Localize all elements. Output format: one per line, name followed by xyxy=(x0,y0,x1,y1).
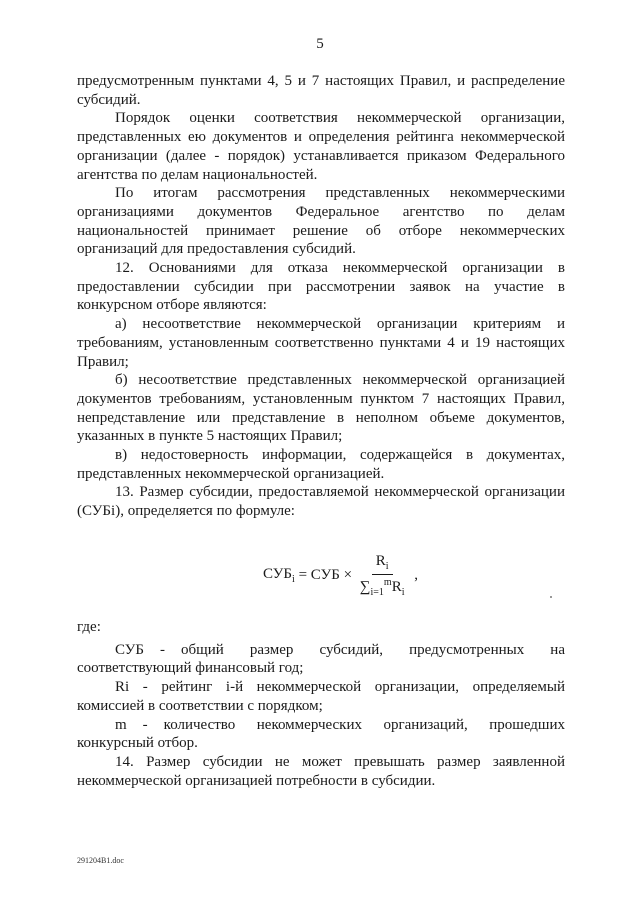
document-body xyxy=(77,72,565,521)
paragraph-13: 13. Размер субсидии, предоставляемой некоммерческой организации (СУБi), определяется по формуле: xyxy=(77,484,565,520)
paragraph-14: 14. Размер субсидии не может превышать размер заявленной некоммерческой организацией потребности в субсидии. xyxy=(77,753,565,789)
formula-fraction xyxy=(360,553,405,598)
formula-eq: = СУБ × xyxy=(294,567,356,583)
definition-sub: СУБ - общий размер субсидий, предусмотренных на соответствующий финансовый год; xyxy=(77,641,565,677)
scan-speck xyxy=(550,596,552,598)
paragraph-12a: а) несоответствие некоммерческой организации критериям и требованиям, установленным соответственно пунктами 4 и 19 настоящих Правил; xyxy=(77,316,565,370)
definition-r: Ri - рейтинг i-й некоммерческой организации, определяемый комиссией в соответствии с порядком; xyxy=(77,679,566,714)
page-number: 5 xyxy=(316,36,324,52)
formula-denominator: $\sum_{i=1}^mR_i$ xyxy=(359,577,405,598)
paragraph-continuation: предусмотренным пунктами 4, 5 и 7 настоящих Правил, и распределение субсидий. xyxy=(77,73,565,108)
paragraph-results: По итогам рассмотрения представленных некоммерческими организациями документов Федеральное агентство по делам национальностей принимает решение об отборе некоммерческих организаций для предоставления субсидий. xyxy=(77,185,565,258)
where-label: где: xyxy=(77,619,101,635)
formula-lhs: $СУБ_i$ xyxy=(263,566,295,585)
definition-m: m - количество некоммерческих организаций, прошедших конкурсный отбор. xyxy=(77,716,565,752)
subsidy-formula xyxy=(263,553,418,598)
paragraph-order: Порядок оценки соответствия некоммерческой организации, представленных ею документов и определения рейтинга некоммерческой организации (далее - порядок) устанавливается приказом Федерального агентства по делам национальностей. xyxy=(77,110,565,183)
footer-filename: 291204B1.doc xyxy=(77,856,124,865)
definitions xyxy=(77,618,565,790)
paragraph-12: 12. Основаниями для отказа некоммерческой организации в предоставлении субсидии при рассмотрении заявок на участие в конкурсном отборе являются: xyxy=(77,260,565,314)
formula-numerator: $R_i$ xyxy=(372,553,393,575)
paragraph-12c: в) недостоверность информации, содержащейся в документах, представленных некоммерческой организацией. xyxy=(77,447,565,482)
formula-tail: , xyxy=(410,567,418,583)
paragraph-12b: б) несоответствие представленных некоммерческой организацией документов требованиям, установленным пунктом 7 настоящих Правил, непредставление или представление в неполном объеме документов, указанных в пункте 5 настоящих Правил; xyxy=(77,372,565,445)
